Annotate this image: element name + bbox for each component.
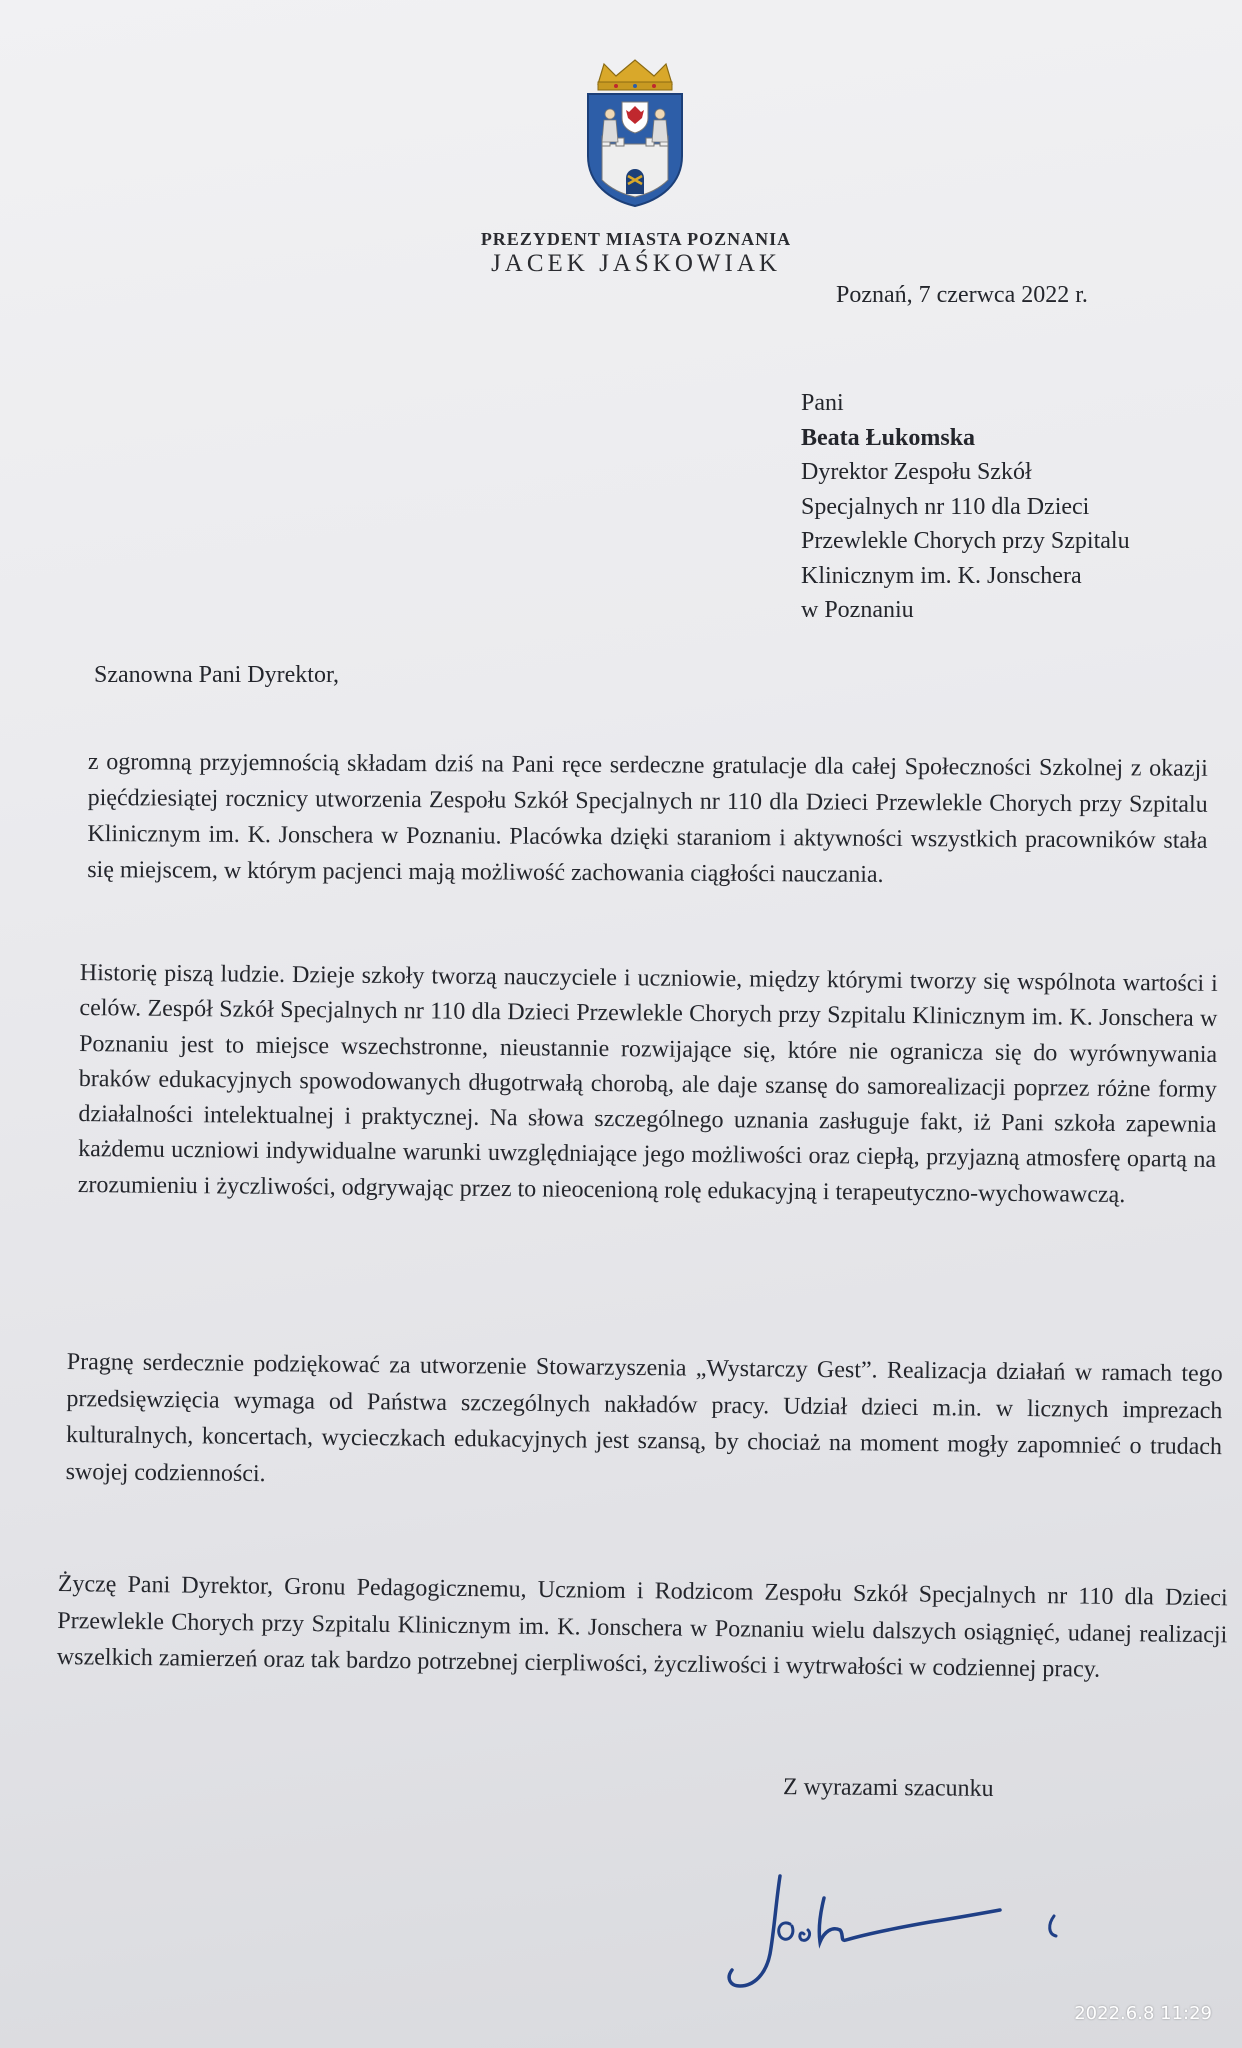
handwritten-signature	[716, 1862, 1076, 2002]
recipient-salutation: Pani	[801, 390, 844, 416]
recipient-line: Dyrektor Zespołu Szkół	[801, 459, 1032, 485]
letterhead-name: JACEK JAŚKOWIAK	[491, 250, 781, 277]
body-paragraph-2: Historię piszą ludzie. Dzieje szkoły tworzą nauczyciele i uczniowie, między którymi tworzy się wspólnota wartości i celów. Zespół Szkół Specjalnych nr 110 dla Dzieci Przewlekle Chorych przy Szpitalu Klinicznym im. K. Jonschera w Poznaniu jest to miejsce wszechstronne, nieustannie rozwijające się, które nie ogranicza się do wyrównywania braków edukacyjnych spowodowanych długotrwałą chorobą, ale daje szansę do samorealizacji poprzez różne formy działalności intelektualnej i praktycznej. Na słowa szczególnego uznania zasługuje fakt, iż Pani szkoła zapewnia każdemu uczniowi indywidualne warunki uwzględniające jego możliwości oraz ciepłą, przyjazną atmosferę opartą na zrozumieniu i życzliwości, odgrywając przez to nieocenioną rolę edukacyjną i terapeutyczno-wychowawczą.	[77, 959, 1218, 1208]
closing-phrase: Z wyrazami szacunku	[782, 1774, 994, 1802]
body-paragraph-1: z ogromną przyjemnością składam dziś na Pani ręce serdeczne gratulacje dla całej Społeczności Szkolnej z okazji pięćdziesiątej rocznicy utworzenia Zespołu Szkół Specjalnych nr 110 dla Dzieci Przewlekle Chorych przy Szpitalu Klinicznym im. K. Jonschera w Poznaniu. Placówka dzięki staraniom i aktywności wszystkich pracowników stała się miejscem, w którym pacjenci mają możliwość zachowania ciągłości nauczania.	[87, 748, 1208, 888]
recipient-address	[801, 386, 1130, 628]
poznan-coat-of-arms-icon	[582, 58, 688, 208]
recipient-name: Beata Łukomska	[801, 424, 976, 451]
recipient-line: Klinicznym im. K. Jonschera	[801, 562, 1082, 589]
recipient-line: Specjalnych nr 110 dla Dzieci	[801, 493, 1090, 520]
photo-timestamp: 2022.6.8 11:29	[1074, 2003, 1212, 2024]
letter-date: Poznań, 7 czerwca 2022 r.	[836, 282, 1088, 308]
letterhead-title: PREZYDENT MIASTA POZNANIA	[480, 229, 792, 249]
recipient-line: Przewlekle Chorych przy Szpitalu	[801, 528, 1130, 554]
body-paragraph-3: Pragnę serdecznie podziękować za utworzenie Stowarzyszenia „Wystarczy Gest”. Realizacja działań w ramach tego przedsięwzięcia wymaga od Państwa szczególnych nakładów pracy. Udział dzieci m.in. w licznych imprezach kulturalnych, koncertach, wycieczkach edukacyjnych jest szansą, by chociaż na moment mogły zapomnieć o trudach swojej codzienności.	[65, 1348, 1223, 1487]
recipient-line: w Poznaniu	[801, 597, 914, 623]
greeting: Szanowna Pani Dyrektor,	[94, 662, 339, 688]
body-paragraph-4: Życzę Pani Dyrektor, Gronu Pedagogicznemu, Uczniom i Rodzicom Zespołu Szkół Specjalnych nr 110 dla Dzieci Przewlekle Chorych przy Szpitalu Klinicznym im. K. Jonschera w Poznaniu wielu dalszych osiągnięć, udanej realizacji wszelkich zamierzeń oraz tak bardzo potrzebnej cierpliwości, życzliwości i wytrwałości w codziennej pracy.	[56, 1570, 1228, 1683]
